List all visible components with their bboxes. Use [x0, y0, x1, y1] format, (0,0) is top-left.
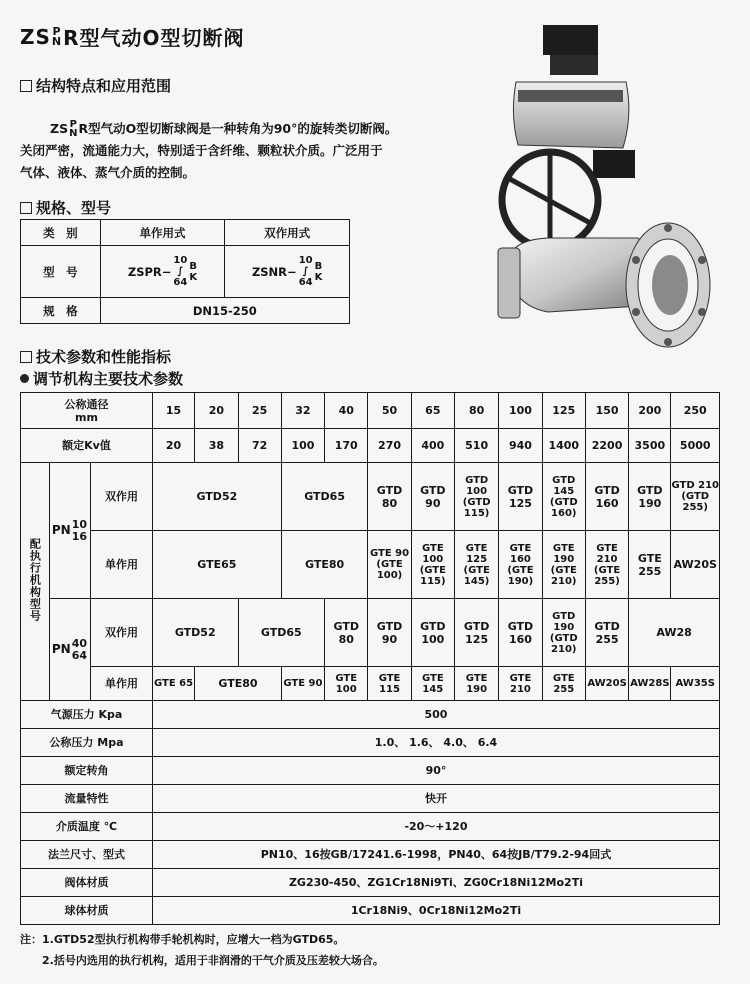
- dn-cell: 200: [629, 393, 671, 429]
- param-value: 快开: [152, 785, 719, 813]
- kv-cell: 72: [238, 429, 281, 463]
- r4-cell: GTE 145: [411, 667, 454, 701]
- spec-size-value: DN15-250: [100, 298, 349, 324]
- param-value: 1.0、 1.6、 4.0、 6.4: [152, 729, 719, 757]
- type-double: 双作用: [91, 463, 153, 531]
- r4-cell: AW20S: [585, 667, 628, 701]
- kv-cell: 1400: [542, 429, 585, 463]
- kv-cell: 100: [281, 429, 324, 463]
- double-model-prefix: ZSNR−: [251, 264, 297, 279]
- suffix-top: B: [189, 260, 198, 272]
- frac-bottom: 64: [173, 277, 188, 288]
- dn-cell: 250: [671, 393, 720, 429]
- section-tech-label: 技术参数和性能指标: [36, 348, 172, 366]
- r3-cell: GTD 190 (GTD 210): [542, 599, 585, 667]
- intro-sub: N: [69, 128, 78, 139]
- param-label: 介质温度 ℃: [21, 813, 153, 841]
- r4-cell: GTE 255: [542, 667, 585, 701]
- r4-cell: GTE 210: [499, 667, 542, 701]
- dn-cell: 125: [542, 393, 585, 429]
- r3-cell: GTD 80: [325, 599, 368, 667]
- r4-cell: AW28S: [629, 667, 671, 701]
- h-dn-label: 公称通径: [64, 397, 109, 411]
- section-tech: [20, 346, 171, 367]
- section-params-label: 调节机构主要技术参数: [33, 370, 184, 388]
- intro-paragraph: [20, 118, 480, 184]
- frac-bottom: 64: [298, 277, 313, 288]
- r1-cell: GTD 100 (GTD 115): [454, 463, 498, 531]
- r2-cell: GTE80: [281, 531, 368, 599]
- suffix-top: B: [314, 260, 323, 272]
- dn-cell: 100: [499, 393, 542, 429]
- r3-cell: AW28: [629, 599, 720, 667]
- dn-cell: 80: [454, 393, 498, 429]
- pn-high-bottom: 64: [71, 648, 88, 662]
- notes: [20, 929, 720, 971]
- dn-cell: 65: [411, 393, 454, 429]
- frac-sym: ∫: [302, 266, 309, 277]
- r4-cell: GTE80: [195, 667, 282, 701]
- note-1: 注：1.GTD52型执行机构带手轮机构时，应增大一档为GTD65。: [20, 933, 345, 946]
- frac-top: 10: [173, 255, 188, 266]
- checkbox-icon: [20, 351, 32, 363]
- r1-cell: GTD52: [152, 463, 281, 531]
- suffix-bottom: K: [314, 271, 323, 283]
- pn-low-base: PN: [51, 523, 71, 537]
- intro-sup: P: [69, 119, 77, 130]
- spec-table: [20, 219, 350, 324]
- kv-cell: 2200: [585, 429, 628, 463]
- r1-cell: GTD 210 (GTD 255): [671, 463, 720, 531]
- r4-cell: AW35S: [671, 667, 720, 701]
- h-actuator-label: 配执行机构型号: [28, 538, 42, 622]
- section-structure: [20, 75, 171, 96]
- spec-h-size: 规 格: [21, 298, 101, 324]
- note-2: 2.括号内选用的执行机构，适用于非润滑的干气介质及压差较大场合。: [20, 954, 384, 967]
- dn-cell: 150: [585, 393, 628, 429]
- r2-cell: GTE 90 (GTE 100): [368, 531, 411, 599]
- dn-cell: 20: [195, 393, 238, 429]
- param-label: 阀体材质: [21, 869, 153, 897]
- spec-single-model: [100, 246, 225, 298]
- pn-low: [49, 463, 90, 599]
- dn-cell: 25: [238, 393, 281, 429]
- single-model-prefix: ZSPR−: [127, 264, 172, 279]
- intro-line1-text: R型气动O型切断球阀是一种转角为90°的旋转类切断阀。: [78, 121, 398, 136]
- checkbox-icon: [20, 202, 32, 214]
- kv-cell: 270: [368, 429, 411, 463]
- pn-high-base: PN: [51, 642, 71, 656]
- pn-high-top: 40: [71, 636, 88, 650]
- pn-high: [49, 599, 90, 701]
- r3-cell: GTD 100: [411, 599, 454, 667]
- r1-cell: GTD 90: [411, 463, 454, 531]
- spec-double-model: [225, 246, 350, 298]
- title-sup: P: [52, 24, 62, 38]
- spec-h-category: 类 别: [21, 220, 101, 246]
- dn-cell: 15: [152, 393, 194, 429]
- spec-h-double: 双作用式: [225, 220, 350, 246]
- page-title: [20, 22, 245, 51]
- dn-cell: 32: [281, 393, 324, 429]
- r4-cell: GTE 100: [325, 667, 368, 701]
- dn-cell: 50: [368, 393, 411, 429]
- checkbox-icon: [20, 80, 32, 92]
- r1-cell: GTD 190: [629, 463, 671, 531]
- r2-cell: GTE 190 (GTE 210): [542, 531, 585, 599]
- r1-cell: GTD 145 (GTD 160): [542, 463, 585, 531]
- spec-h-model: 型 号: [21, 246, 101, 298]
- r1-cell: GTD 125: [499, 463, 542, 531]
- kv-cell: 170: [325, 429, 368, 463]
- intro-line-1: [20, 118, 480, 140]
- intro-line-3: 气体、液体、蒸气介质的控制。: [20, 165, 196, 180]
- r3-cell: GTD52: [152, 599, 238, 667]
- r2-cell: GTE 125 (GTE 145): [454, 531, 498, 599]
- kv-cell: 400: [411, 429, 454, 463]
- spec-h-single: 单作用式: [100, 220, 225, 246]
- param-value: 500: [152, 701, 719, 729]
- type-single: 单作用: [91, 531, 153, 599]
- title-suffix: R型气动O型切断阀: [63, 26, 245, 50]
- r4-cell: GTE 115: [368, 667, 411, 701]
- r4-cell: GTE 90: [281, 667, 324, 701]
- r2-cell: GTE 210 (GTE 255): [585, 531, 628, 599]
- dn-cell: 40: [325, 393, 368, 429]
- r3-cell: GTD 90: [368, 599, 411, 667]
- h-actuator: [21, 463, 50, 701]
- suffix-bottom: K: [189, 271, 198, 283]
- section-spec: [20, 197, 111, 218]
- param-label: 法兰尺寸、型式: [21, 841, 153, 869]
- param-value: ZG230-450、ZG1Cr18Ni9Ti、ZG0Cr18Ni12Mo2Ti: [152, 869, 719, 897]
- intro-prefix: ZS: [50, 121, 69, 136]
- frac-sym: ∫: [177, 266, 184, 277]
- title-sub: N: [51, 34, 63, 48]
- frac-top: 10: [298, 255, 313, 266]
- kv-cell: 940: [499, 429, 542, 463]
- kv-cell: 510: [454, 429, 498, 463]
- param-label: 额定转角: [21, 757, 153, 785]
- r1-cell: GTD 160: [585, 463, 628, 531]
- r2-cell: GTE65: [152, 531, 281, 599]
- bullet-icon: [20, 374, 29, 383]
- r4-cell: GTE 65: [152, 667, 194, 701]
- param-value: 1Cr18Ni9、0Cr18Ni12Mo2Ti: [152, 897, 719, 925]
- section-structure-label: 结构特点和应用范围: [36, 77, 172, 95]
- r1-cell: GTD65: [281, 463, 368, 531]
- r3-cell: GTD65: [238, 599, 325, 667]
- kv-cell: 5000: [671, 429, 720, 463]
- r2-cell: AW20S: [671, 531, 720, 599]
- r3-cell: GTD 255: [585, 599, 628, 667]
- pn-low-bottom: 16: [71, 529, 88, 543]
- r2-cell: GTE 255: [629, 531, 671, 599]
- r2-cell: GTE 100 (GTE 115): [411, 531, 454, 599]
- h-dn-unit: mm: [75, 410, 98, 424]
- h-dn: [21, 393, 153, 429]
- section-params: [20, 368, 183, 389]
- param-value: -20～+120: [152, 813, 719, 841]
- r3-cell: GTD 125: [454, 599, 498, 667]
- kv-cell: 38: [195, 429, 238, 463]
- param-label: 公称压力 Mpa: [21, 729, 153, 757]
- param-table: [20, 392, 720, 925]
- type-double: 双作用: [91, 599, 153, 667]
- title-stack: [51, 24, 63, 48]
- param-label: 流量特性: [21, 785, 153, 813]
- r3-cell: GTD 160: [499, 599, 542, 667]
- param-label: 球体材质: [21, 897, 153, 925]
- intro-stack: [69, 120, 77, 138]
- r4-cell: GTE 190: [454, 667, 498, 701]
- title-prefix: ZS: [20, 24, 51, 49]
- param-label: 气源压力 Kpa: [21, 701, 153, 729]
- kv-cell: 20: [152, 429, 194, 463]
- h-kv: 额定Kv值: [21, 429, 153, 463]
- kv-cell: 3500: [629, 429, 671, 463]
- r2-cell: GTE 160 (GTE 190): [499, 531, 542, 599]
- type-single: 单作用: [91, 667, 153, 701]
- r1-cell: GTD 80: [368, 463, 411, 531]
- param-value: 90°: [152, 757, 719, 785]
- pn-low-top: 10: [71, 517, 88, 531]
- section-spec-label: 规格、型号: [36, 199, 112, 217]
- valve-photo-icon: [488, 20, 728, 350]
- param-value: PN10、16按GB/17241.6-1998，PN40、64按JB/T79.2-94回式: [152, 841, 719, 869]
- intro-line-2: 关闭严密，流通能力大，特别适于含纤维、颗粒状介质。广泛用于: [20, 143, 383, 158]
